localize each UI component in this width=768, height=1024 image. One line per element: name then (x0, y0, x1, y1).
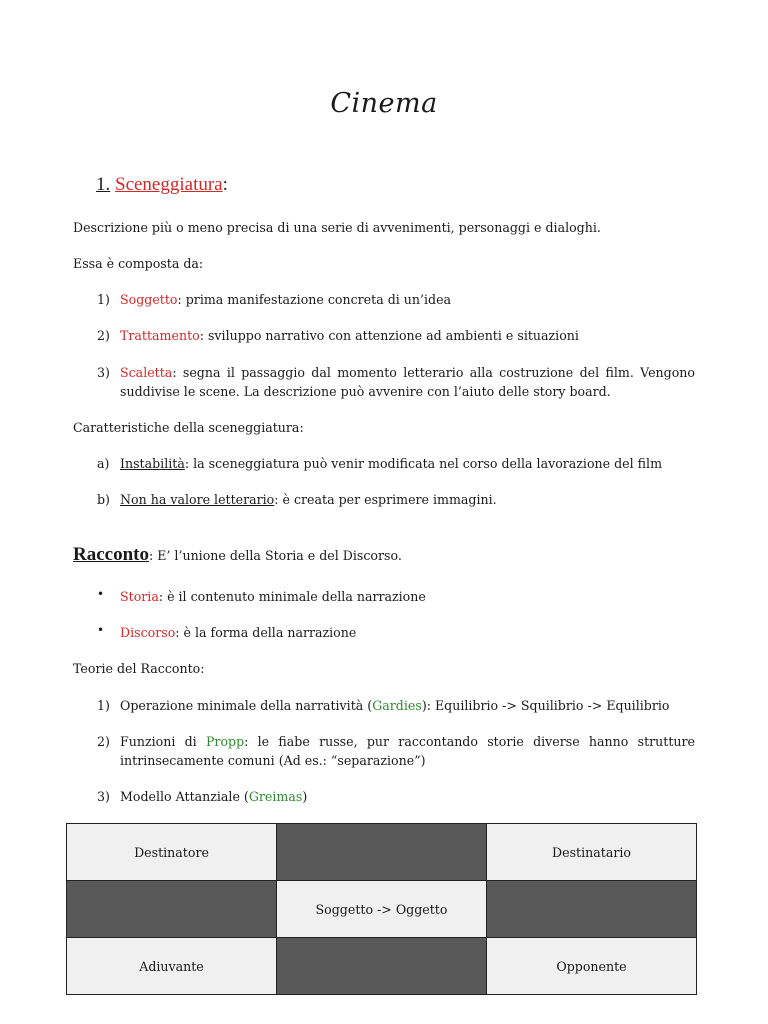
list-item-soggetto (120, 290, 695, 309)
list-marker: 2) (97, 734, 110, 749)
page-title: Cinema (330, 88, 438, 119)
cell-empty (487, 881, 697, 938)
theory-text-post: ) (302, 789, 308, 804)
list-item-text: : segna il passaggio dal momento letterario alla costruzione del film. Vengono suddivise le scene. La descrizione può avvenire con l’aiuto delle story board. (120, 365, 695, 399)
section-colon: : (222, 174, 228, 195)
author-gardies: Gardies (372, 698, 422, 713)
bullet-item-text: : è la forma della narrazione (175, 625, 357, 640)
theory-text-post: ): Equilibrio -> Squilibrio -> Equilibrio (421, 698, 670, 713)
cell-adiuvante: Adiuvante (67, 938, 277, 995)
racconto-heading: Racconto (73, 544, 149, 565)
cell-soggetto-oggetto: Soggetto -> Oggetto (277, 881, 487, 938)
section-heading-sceneggiatura (96, 174, 228, 196)
table-row (67, 938, 697, 995)
term-trattamento: Trattamento (120, 328, 200, 343)
list-item-valore-letterario (120, 490, 695, 509)
bullet-icon: • (97, 587, 105, 601)
composed-intro: Essa è composta da: (73, 256, 204, 271)
table-row (67, 824, 697, 881)
cell-destinatario: Destinatario (487, 824, 697, 881)
list-marker: 3) (97, 789, 110, 804)
list-marker: 3) (97, 365, 110, 380)
racconto-definition: : E’ l’unione della Storia e del Discorso. (148, 548, 402, 563)
list-item-scaletta (120, 363, 695, 401)
bullet-item-text: : è il contenuto minimale della narrazione (158, 589, 426, 604)
list-item-instabilita (120, 454, 695, 473)
actantial-model-table (66, 823, 697, 995)
term-soggetto: Soggetto (120, 292, 178, 307)
term-valore-letterario: Non ha valore letterario (120, 492, 275, 507)
cell-empty (277, 938, 487, 995)
cell-empty (277, 824, 487, 881)
term-discorso: Discorso (120, 625, 176, 640)
term-storia: Storia (120, 589, 159, 604)
term-instabilita: Instabilità (120, 456, 185, 471)
section-number: 1. (96, 174, 111, 195)
cell-opponente: Opponente (487, 938, 697, 995)
list-marker: 1) (97, 292, 110, 307)
list-item-text: : prima manifestazione concreta di un’idea (177, 292, 452, 307)
list-marker: b) (97, 492, 110, 507)
theory-item-greimas (120, 787, 695, 806)
section-title: Sceneggiatura (115, 174, 223, 195)
list-marker: a) (97, 456, 110, 471)
list-marker: 1) (97, 698, 110, 713)
term-scaletta: Scaletta (120, 365, 173, 380)
author-greimas: Greimas (248, 789, 303, 804)
author-propp: Propp (205, 734, 245, 749)
theory-text-post: : le fiabe russe, pur raccontando storie diverse hanno strutture intrinsecamente comuni (Ad es.: “separazione”) (120, 734, 695, 768)
theory-text-pre: Operazione minimale della narratività ( (120, 698, 373, 713)
bullet-item-storia (120, 587, 695, 606)
list-item-text: : la sceneggiatura può venir modificata nel corso della lavorazione del film (184, 456, 663, 471)
theories-intro: Teorie del Racconto: (73, 661, 205, 676)
bullet-item-discorso (120, 623, 695, 642)
bullet-icon: • (97, 623, 105, 637)
list-item-trattamento (120, 326, 695, 345)
list-item-text: : è creata per esprimere immagini. (274, 492, 497, 507)
theory-item-propp (120, 732, 695, 770)
table-row (67, 881, 697, 938)
theory-text-pre: Funzioni di (120, 734, 206, 749)
list-marker: 2) (97, 328, 110, 343)
theory-item-gardies (120, 696, 695, 715)
racconto-heading-line (73, 544, 402, 566)
cell-destinatore: Destinatore (67, 824, 277, 881)
description-paragraph: Descrizione più o meno precisa di una serie di avvenimenti, personaggi e dialoghi. (73, 220, 601, 235)
list-item-text: : sviluppo narrativo con attenzione ad ambienti e situazioni (199, 328, 579, 343)
cell-empty (67, 881, 277, 938)
theory-text-pre: Modello Attanziale ( (120, 789, 249, 804)
features-intro: Caratteristiche della sceneggiatura: (73, 420, 304, 435)
